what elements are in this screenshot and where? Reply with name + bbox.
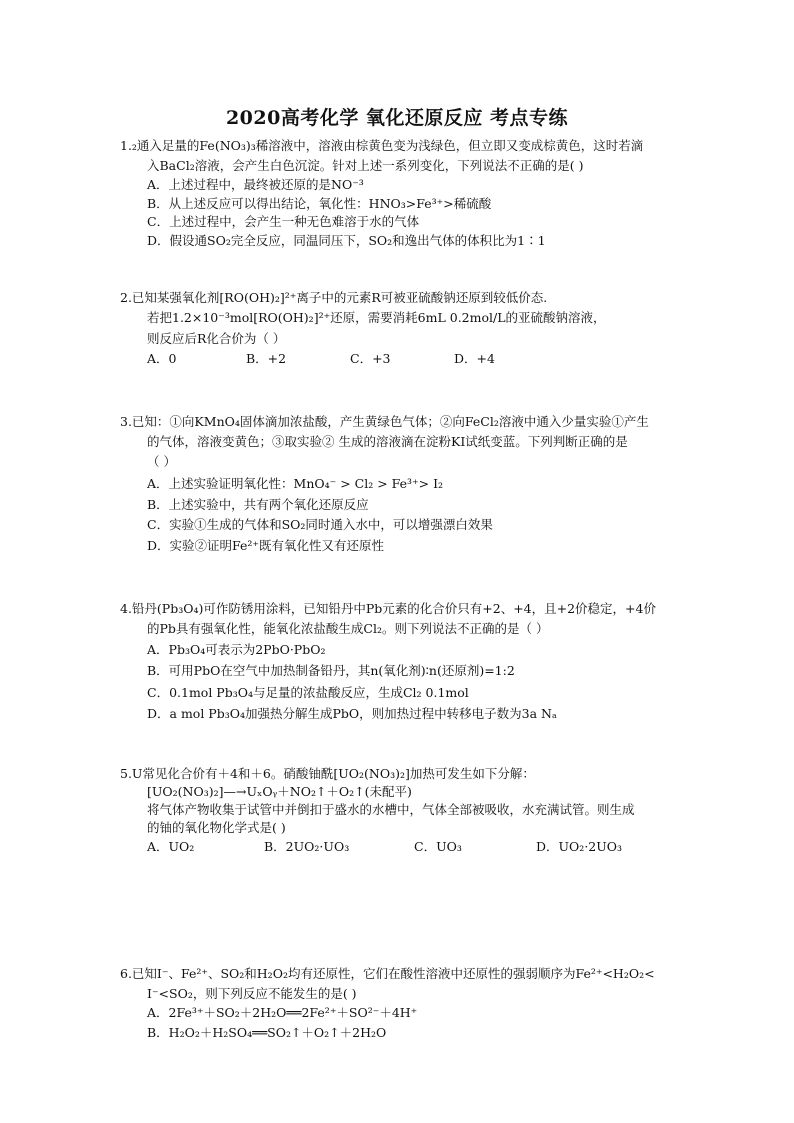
question-6-stem-line-2: I⁻<SO₂，则下列反应不能发生的是( ) (147, 986, 357, 1001)
question-3-option-a: A．上述实验证明氧化性：MnO₄⁻ > Cl₂ > Fe³⁺> I₂ (147, 476, 444, 491)
page-title: 2020高考化学 氧化还原反应 考点专练 (225, 107, 569, 129)
question-3-stem-line-1: 3.已知：①向KMnO₄固体滴加浓盐酸，产生黄绿色气体；②向FeCl₂溶液中通入少量实验①产生 (120, 414, 649, 429)
question-3-option-d: D．实验②证明Fe²⁺既有氧化性又有还原性 (147, 538, 385, 553)
question-2-option-a: A．0 (147, 351, 177, 366)
question-1-stem-line-1: 1.₂通入足量的Fe(NO₃)₃稀溶液中，溶液由棕黄色变为浅绿色，但立即又变成棕黄色，这时若滴 (120, 138, 644, 153)
question-5-option-a: A．UO₂ (147, 839, 195, 854)
question-4-stem-line-1: 4.铅丹(Pb₃O₄)可作防锈用涂料，已知铅丹中Pb元素的化合价只有+2、+4，且+2价稳定，+4价 (120, 601, 656, 616)
question-1-stem-line-2: 入BaCl₂溶液，会产生白色沉淀。针对上述一系列变化，下列说法不正确的是( ) (147, 158, 584, 173)
question-6-option-b: B．H₂O₂＋H₂SO₄══SO₂↑＋O₂↑＋2H₂O (147, 1025, 387, 1040)
question-3-stem-line-3: （ ） (147, 454, 176, 469)
question-3-option-c: C．实验①生成的气体和SO₂同时通入水中，可以增强漂白效果 (147, 517, 493, 532)
question-3-option-b: B．上述实验中，共有两个氧化还原反应 (147, 497, 369, 512)
question-1-option-c: C．上述过程中，会产生一种无色难溶于水的气体 (147, 214, 420, 229)
question-6-option-a: A．2Fe³⁺＋SO₂＋2H₂O══2Fe²⁺＋SO²⁻＋4H⁺ (147, 1005, 418, 1020)
question-2-stem-line-1: 2.已知某强氧化剂[RO(OH)₂]²⁺离子中的元素R可被亚硫酸钠还原到较低价态. (120, 290, 548, 305)
question-5-option-c: C．UO₃ (414, 839, 462, 854)
question-5-stem-line-1: 5.U常见化合价有＋4和＋6。硝酸铀酰[UO₂(NO₃)₂]加热可发生如下分解： (120, 766, 535, 781)
question-2-option-c: C．+3 (350, 351, 391, 366)
question-3-stem-line-2: 的气体，溶液变黄色；③取实验② 生成的溶液滴在淀粉KI试纸变蓝。下列判断正确的是 (147, 434, 628, 449)
question-5-stem-line-2: [UO₂(NO₃)₂]—→UₓOᵧ＋NO₂↑＋O₂↑(未配平) (147, 784, 412, 799)
question-4-stem-line-2: 的Pb具有强氧化性，能氧化浓盐酸生成Cl₂。则下列说法不正确的是（ ） (147, 621, 549, 636)
question-2-option-d: D．+4 (454, 351, 495, 366)
question-5-stem-line-3: 将气体产物收集于试管中并倒扣于盛水的水槽中，气体全部被吸收，水充满试管。则生成 (147, 802, 635, 817)
question-4-option-d: D．a mol Pb₃O₄加强热分解生成PbO，则加热过程中转移电子数为3a Nₐ (147, 706, 557, 721)
question-6-stem-line-1: 6.已知I⁻、Fe²⁺、SO₂和H₂O₂均有还原性，它们在酸性溶液中还原性的强弱顺序为Fe²⁺<H₂O₂< (120, 966, 655, 981)
question-5-option-b: B．2UO₂·UO₃ (264, 839, 350, 854)
question-5-option-d: D．UO₂·2UO₃ (536, 839, 623, 854)
question-4-option-c: C．0.1mol Pb₃O₄与足量的浓盐酸反应，生成Cl₂ 0.1mol (147, 685, 469, 700)
question-1-option-b: B．从上述反应可以得出结论，氧化性：HNO₃>Fe³⁺>稀硫酸 (147, 196, 492, 211)
question-1-option-a: A．上述过程中，最终被还原的是NO⁻³ (147, 177, 364, 192)
question-2-stem-line-3: 则反应后R化合价为（ ） (147, 331, 286, 346)
question-2-stem-line-2: 若把1.2×10⁻³mol[RO(OH)₂]²⁺还原，需要消耗6mL 0.2mol/L的亚硫酸钠溶液， (147, 310, 606, 325)
question-2-option-b: B．+2 (246, 351, 287, 366)
question-4-option-b: B．可用PbO在空气中加热制备铅丹，其n(氧化剂)∶n(还原剂)=1:2 (147, 663, 515, 678)
question-5-stem-line-4: 的铀的氧化物化学式是( ) (147, 820, 286, 835)
question-1-option-d: D．假设通SO₂完全反应，同温同压下，SO₂和逸出气体的体积比为1∶1 (147, 233, 546, 248)
question-4-option-a: A．Pb₃O₄可表示为2PbO·PbO₂ (147, 642, 326, 657)
